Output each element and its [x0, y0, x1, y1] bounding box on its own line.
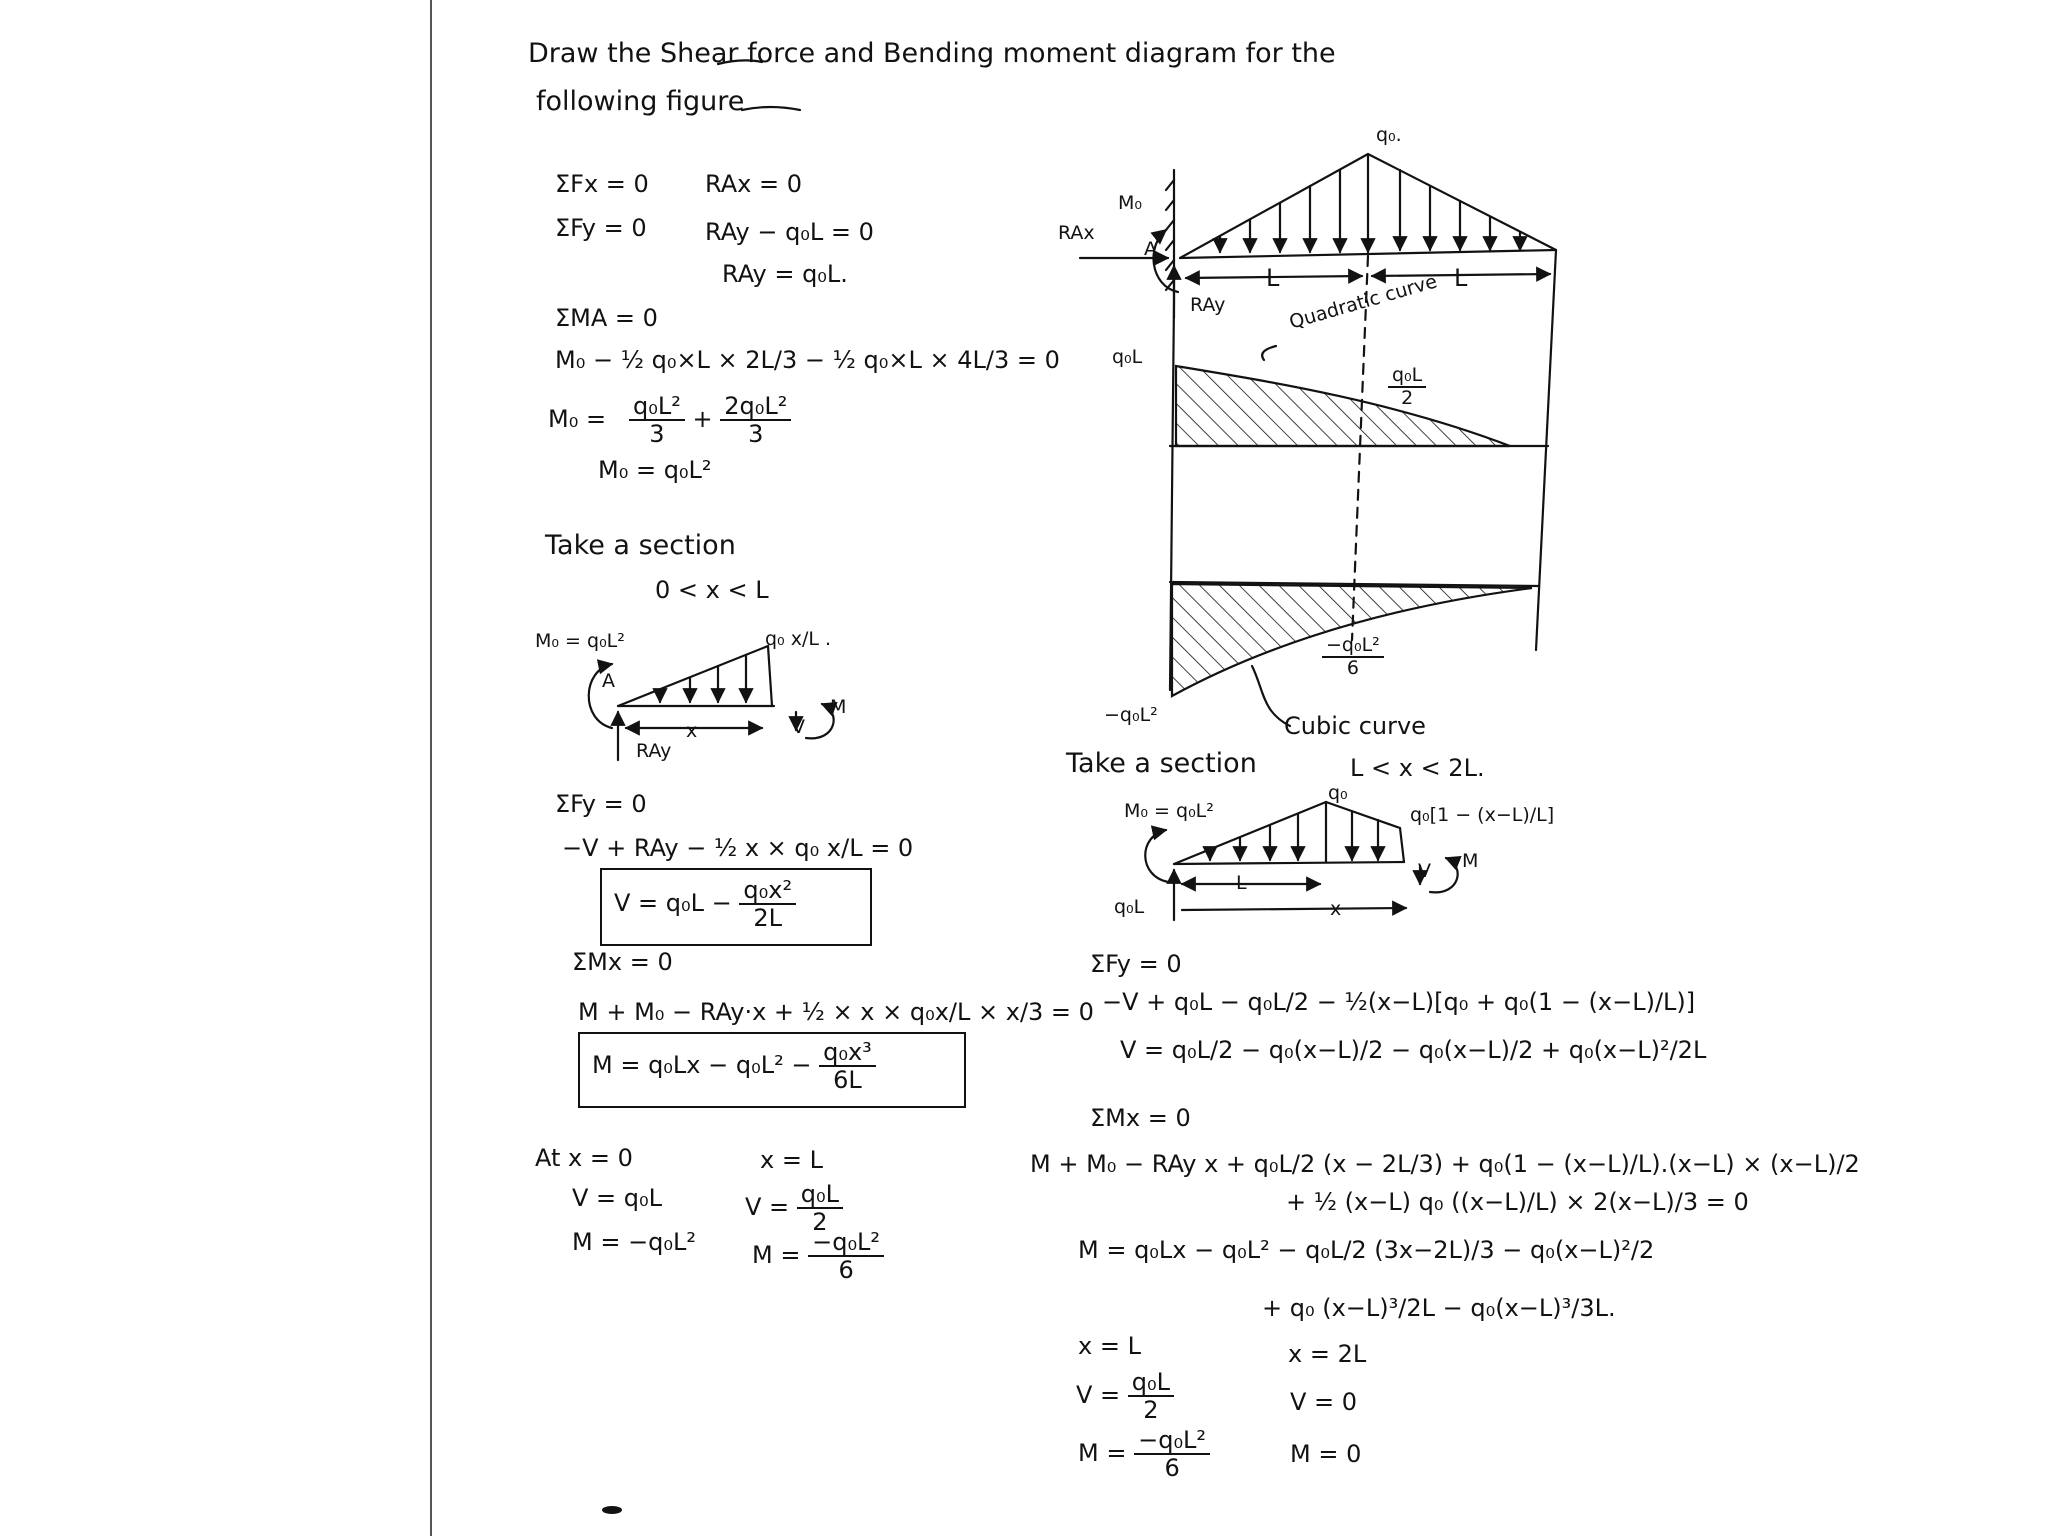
sum-ma-equation: ΣMA = 0	[555, 304, 658, 332]
section2-l-label: L	[1236, 872, 1247, 894]
span2-dimension	[1372, 274, 1550, 276]
section2-sum-fy: ΣFy = 0	[1090, 950, 1182, 978]
section2-free-body	[1145, 802, 1457, 920]
section1-fy-equation: −V + RAy − ½ x × q₀ x/L = 0	[562, 834, 914, 862]
section2-m-equation-line2: + ½ (x−L) q₀ ((x−L)/L) × 2(x−L)/3 = 0	[1286, 1188, 1749, 1216]
section2-sum-m: ΣMx = 0	[1090, 1104, 1191, 1132]
section1-m-at-xl: M = $\frac{\text{−q₀L²}}{6}$	[752, 1230, 884, 1282]
section1-v-at-x0: V = q₀L	[572, 1184, 663, 1212]
beam-span2-label: L	[1454, 264, 1468, 292]
section2-load-fall	[1326, 802, 1400, 828]
section2-q0-label: q₀	[1328, 782, 1348, 804]
section1-sum-m: ΣMx = 0	[572, 948, 673, 976]
section1-heading: Take a section	[545, 530, 736, 561]
section1-m-at-x0: M = −q₀L²	[572, 1228, 697, 1256]
section1-moment-result: M = q₀Lx − q₀L² − $\frac{\text{q₀x³}}{6L}$	[592, 1040, 876, 1092]
rax-zero-equation: RAx = 0	[705, 170, 802, 198]
section2-fy-equation: −V + q₀L − q₀L/2 − ½(x−L)[q₀ + q₀(1 − (x−L)/L)]	[1102, 988, 1696, 1016]
section1-m-arc	[806, 704, 834, 738]
section1-free-body	[589, 646, 834, 760]
title-underline-shear	[718, 60, 762, 64]
section2-beam	[1174, 862, 1404, 864]
section2-ray-label: q₀L	[1114, 896, 1145, 918]
section1-load-end	[768, 646, 772, 706]
section2-v-at-xl: V = $\frac{\text{q₀L}}{2}$	[1076, 1370, 1174, 1422]
section1-sum-fy: ΣFy = 0	[555, 790, 647, 818]
section2-range: L < x < 2L.	[1350, 754, 1485, 782]
section2-v-label: V	[1418, 860, 1431, 882]
midspan-dashed-line	[1352, 256, 1368, 640]
sfd-quadratic-pointer	[1262, 346, 1276, 360]
section1-v-label: V	[792, 716, 805, 738]
fy-balance-equation: RAy − q₀L = 0	[705, 218, 874, 246]
sum-fy-equation: ΣFy = 0	[555, 214, 647, 242]
title-underline-figure	[742, 107, 800, 110]
beam-a-label: A	[1144, 238, 1157, 260]
bmd-cubic-label: Cubic curve	[1284, 712, 1426, 740]
section2-m-at-xl: M = $\frac{\text{−q₀L²}}{6}$	[1078, 1428, 1210, 1480]
sfd-quadratic-label: Quadratic curve	[1286, 270, 1440, 334]
beam-rax-label: RAx	[1058, 222, 1095, 244]
right-reference-line	[1536, 250, 1556, 650]
section2-moment-result-line1: M = q₀Lx − q₀L² − q₀L/2 (3x−2L)/3 − q₀(x−L)²/2	[1078, 1236, 1655, 1264]
beam-span1-label: L	[1266, 264, 1280, 292]
section2-load-end	[1400, 828, 1404, 862]
section2-at-xl: x = L	[1078, 1332, 1141, 1360]
bmd-cubic-pointer	[1252, 666, 1290, 726]
sfd-mid-label: $\frac{\text{q₀L}}{2}$	[1388, 366, 1426, 408]
section2-m-equation-line1: M + M₀ − RAy x + q₀L/2 (x − 2L/3) + q₀(1 − (x−L)/L).(x−L) × (x−L)/2	[1030, 1150, 1860, 1178]
section2-moment-result-line2: + q₀ (x−L)³/2L − q₀(x−L)³/3L.	[1262, 1294, 1616, 1322]
problem-statement-line2: following figure	[536, 86, 745, 117]
section1-x-label: x	[686, 720, 698, 742]
section2-m0-arc	[1145, 830, 1168, 882]
bmd-start-label: −q₀L²	[1104, 704, 1158, 726]
section1-ray-label: RAy	[636, 740, 672, 762]
bmd-mid-label: $\frac{\text{−q₀L²}}{6}$	[1322, 636, 1384, 678]
section1-shear-result: V = q₀L − $\frac{\text{q₀x²}}{2L}$	[614, 878, 796, 930]
bending-moment-diagram	[1170, 582, 1538, 726]
loaded-beam-figure	[1080, 154, 1556, 318]
sum-fx-equation: ΣFx = 0	[555, 170, 649, 198]
section1-at-xl: x = L	[760, 1146, 823, 1174]
section2-shear-result: V = q₀L/2 − q₀(x−L)/2 − q₀(x−L)/2 + q₀(x−L)²/2L	[1120, 1036, 1707, 1064]
section2-load-rise	[1174, 802, 1326, 864]
section2-m-arc	[1430, 858, 1458, 892]
beam-ray-label: RAy	[1190, 294, 1226, 316]
ink-mark	[602, 1506, 622, 1514]
section1-at-x0: At x = 0	[535, 1144, 633, 1172]
distributed-load-arrows	[1220, 156, 1520, 252]
beam-m0-label: M₀	[1118, 192, 1143, 214]
section1-range: 0 < x < L	[655, 576, 769, 604]
m0-sum-equation: M₀ = $\frac{\text{q₀L²}}{3}$ + $\frac{\text{2q₀L²}}{3}$	[548, 394, 791, 446]
shear-force-diagram	[1170, 346, 1548, 446]
section2-load-label: q₀[1 − (x−L)/L]	[1410, 804, 1555, 826]
section2-heading: Take a section	[1066, 748, 1257, 779]
section2-v-at-x2l: V = 0	[1290, 1388, 1358, 1416]
section1-v-at-xl: V = $\frac{\text{q₀L}}{2}$	[745, 1182, 843, 1234]
section2-x-label: x	[1330, 898, 1342, 920]
sfd-start-label: q₀L	[1112, 346, 1143, 368]
section1-m0-label: M₀ = q₀L²	[535, 630, 625, 652]
ray-result: RAy = q₀L.	[722, 260, 848, 288]
span1-dimension	[1186, 276, 1362, 278]
m0-result: M₀ = q₀L²	[598, 456, 712, 484]
section1-load-label: q₀ x/L .	[765, 628, 832, 650]
section2-m-label: M	[1462, 850, 1479, 872]
moment-balance-equation: M₀ − ½ q₀×L × 2L/3 − ½ q₀×L × 4L/3 = 0	[555, 346, 1060, 374]
section2-m0-label: M₀ = q₀L²	[1124, 800, 1214, 822]
section1-m0-arc	[589, 664, 612, 728]
beam-q0-label: q₀.	[1376, 124, 1402, 146]
sfd-hatched-region	[1176, 366, 1510, 446]
section2-x-dimension	[1182, 908, 1406, 910]
section1-a-label: A	[602, 670, 615, 692]
problem-statement-line1: Draw the Shear force and Bending moment diagram for the	[528, 38, 1336, 69]
section2-at-x2l: x = 2L	[1288, 1340, 1367, 1368]
wall-hatching	[1166, 180, 1174, 290]
section1-m-label: M	[830, 696, 847, 718]
section2-m-at-x2l: M = 0	[1290, 1440, 1362, 1468]
section1-m-equation: M + M₀ − RAy·x + ½ × x × q₀x/L × x/3 = 0	[578, 998, 1094, 1026]
